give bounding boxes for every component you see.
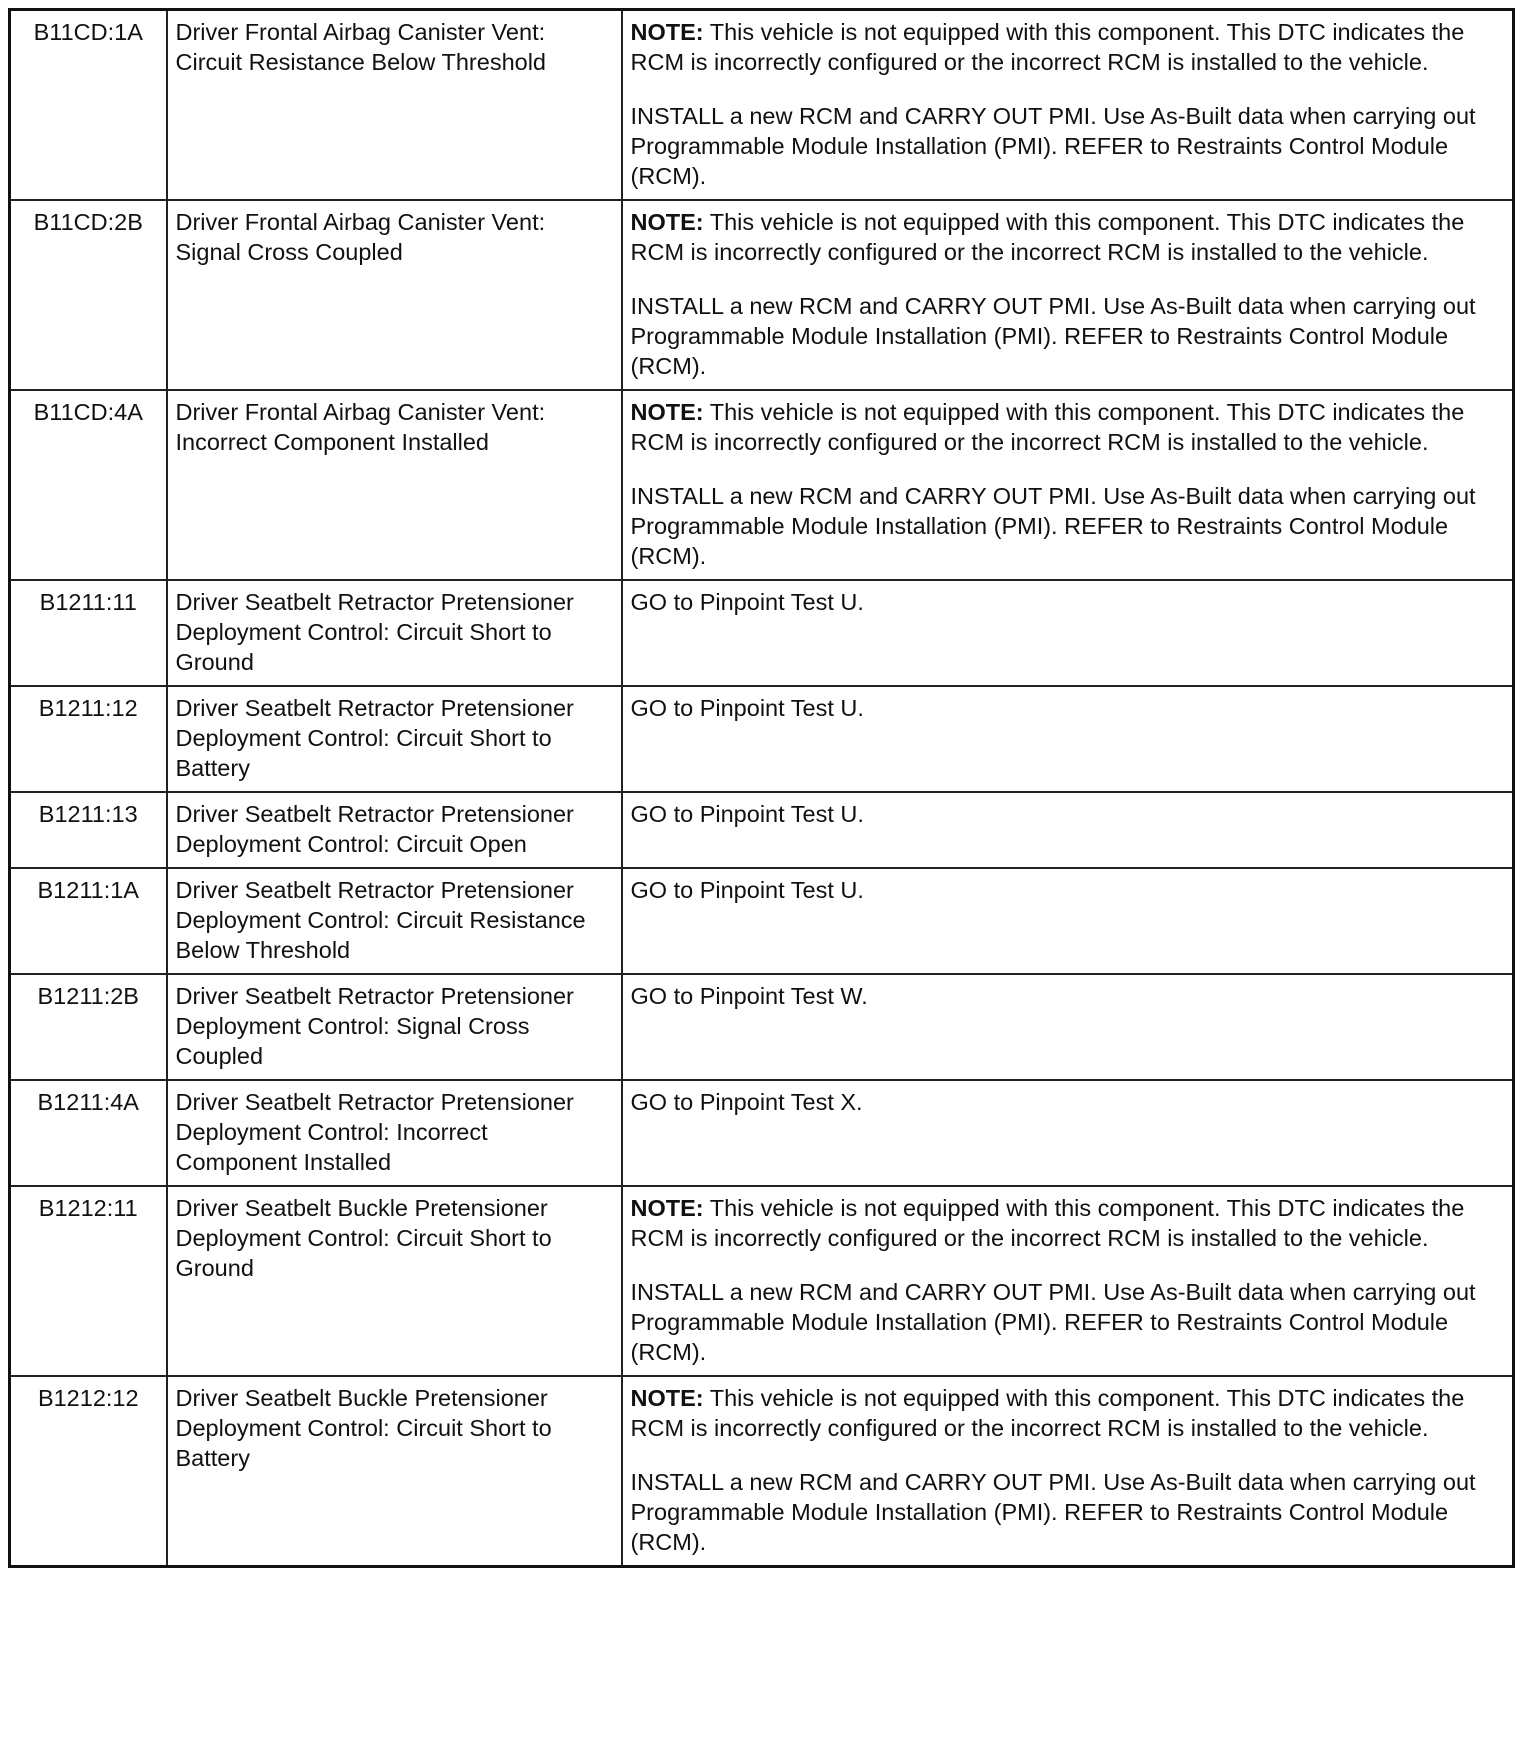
- dtc-code: B1211:2B: [10, 974, 167, 1080]
- dtc-description: Driver Frontal Airbag Canister Vent: Signal Cross Coupled: [167, 200, 622, 390]
- table-row: [10, 1376, 1514, 1567]
- action-text: GO to Pinpoint Test U.: [622, 580, 1514, 686]
- dtc-table: [8, 8, 1515, 1568]
- action-text: INSTALL a new RCM and CARRY OUT PMI. Use As-Built data when carrying out Programmable Module Installation (PMI). REFER to Restraints Control Module (RCM).: [630, 293, 1476, 379]
- dtc-code: B1212:12: [10, 1376, 167, 1567]
- dtc-description: Driver Seatbelt Retractor Pretensioner Deployment Control: Circuit Short to Ground: [167, 580, 622, 686]
- table-row: [10, 686, 1514, 792]
- note-text: This vehicle is not equipped with this component. This DTC indicates the RCM is incorrectly configured or the incorrect RCM is installed to the vehicle.: [630, 1195, 1465, 1251]
- note-paragraph: [631, 397, 1505, 457]
- dtc-description: Driver Seatbelt Retractor Pretensioner Deployment Control: Incorrect Component Installed: [167, 1080, 622, 1186]
- dtc-code: B1211:4A: [10, 1080, 167, 1186]
- action-text: GO to Pinpoint Test U.: [622, 686, 1514, 792]
- dtc-description: Driver Frontal Airbag Canister Vent: Circuit Resistance Below Threshold: [167, 10, 622, 201]
- action-cell: [622, 1376, 1514, 1567]
- action-cell: [622, 200, 1514, 390]
- note-paragraph: [631, 207, 1505, 267]
- dtc-code: B1211:1A: [10, 868, 167, 974]
- action-cell: [622, 1186, 1514, 1376]
- action-text: GO to Pinpoint Test U.: [622, 792, 1514, 868]
- note-text: This vehicle is not equipped with this component. This DTC indicates the RCM is incorrectly configured or the incorrect RCM is installed to the vehicle.: [630, 1385, 1465, 1441]
- action-text: INSTALL a new RCM and CARRY OUT PMI. Use As-Built data when carrying out Programmable Module Installation (PMI). REFER to Restraints Control Module (RCM).: [630, 483, 1476, 569]
- dtc-code: B1211:13: [10, 792, 167, 868]
- dtc-description: Driver Seatbelt Retractor Pretensioner Deployment Control: Signal Cross Coupled: [167, 974, 622, 1080]
- note-label: NOTE:: [630, 1195, 704, 1221]
- note-paragraph: [631, 1193, 1505, 1253]
- note-text: This vehicle is not equipped with this component. This DTC indicates the RCM is incorrectly configured or the incorrect RCM is installed to the vehicle.: [630, 19, 1465, 75]
- table-row: [10, 580, 1514, 686]
- note-paragraph: [631, 17, 1505, 77]
- note-label: NOTE:: [630, 209, 704, 235]
- table-row: [10, 1080, 1514, 1186]
- action-text: INSTALL a new RCM and CARRY OUT PMI. Use As-Built data when carrying out Programmable Module Installation (PMI). REFER to Restraints Control Module (RCM).: [630, 1469, 1476, 1555]
- note-text: This vehicle is not equipped with this component. This DTC indicates the RCM is incorrectly configured or the incorrect RCM is installed to the vehicle.: [630, 209, 1465, 265]
- action-text: INSTALL a new RCM and CARRY OUT PMI. Use As-Built data when carrying out Programmable Module Installation (PMI). REFER to Restraints Control Module (RCM).: [630, 103, 1476, 189]
- note-label: NOTE:: [630, 19, 704, 45]
- action-text: GO to Pinpoint Test X.: [622, 1080, 1514, 1186]
- action-cell: [622, 10, 1514, 201]
- action-text: GO to Pinpoint Test W.: [622, 974, 1514, 1080]
- action-text: INSTALL a new RCM and CARRY OUT PMI. Use As-Built data when carrying out Programmable Module Installation (PMI). REFER to Restraints Control Module (RCM).: [630, 1279, 1476, 1365]
- dtc-code: B11CD:1A: [10, 10, 167, 201]
- table-row: [10, 10, 1514, 201]
- dtc-description: Driver Frontal Airbag Canister Vent: Incorrect Component Installed: [167, 390, 622, 580]
- dtc-code: B1211:11: [10, 580, 167, 686]
- action-cell: [622, 390, 1514, 580]
- table-row: [10, 792, 1514, 868]
- dtc-description: Driver Seatbelt Retractor Pretensioner Deployment Control: Circuit Open: [167, 792, 622, 868]
- note-label: NOTE:: [630, 399, 704, 425]
- dtc-code: B1212:11: [10, 1186, 167, 1376]
- dtc-description: Driver Seatbelt Buckle Pretensioner Deployment Control: Circuit Short to Ground: [167, 1186, 622, 1376]
- dtc-description: Driver Seatbelt Retractor Pretensioner Deployment Control: Circuit Resistance Below Threshold: [167, 868, 622, 974]
- dtc-code: B1211:12: [10, 686, 167, 792]
- action-text: GO to Pinpoint Test U.: [622, 868, 1514, 974]
- table-row: [10, 974, 1514, 1080]
- dtc-code: B11CD:2B: [10, 200, 167, 390]
- dtc-code: B11CD:4A: [10, 390, 167, 580]
- note-label: NOTE:: [630, 1385, 704, 1411]
- note-text: This vehicle is not equipped with this component. This DTC indicates the RCM is incorrectly configured or the incorrect RCM is installed to the vehicle.: [630, 399, 1465, 455]
- table-row: [10, 390, 1514, 580]
- dtc-description: Driver Seatbelt Buckle Pretensioner Deployment Control: Circuit Short to Battery: [167, 1376, 622, 1567]
- table-row: [10, 200, 1514, 390]
- note-paragraph: [631, 1383, 1505, 1443]
- table-row: [10, 1186, 1514, 1376]
- dtc-description: Driver Seatbelt Retractor Pretensioner Deployment Control: Circuit Short to Battery: [167, 686, 622, 792]
- table-row: [10, 868, 1514, 974]
